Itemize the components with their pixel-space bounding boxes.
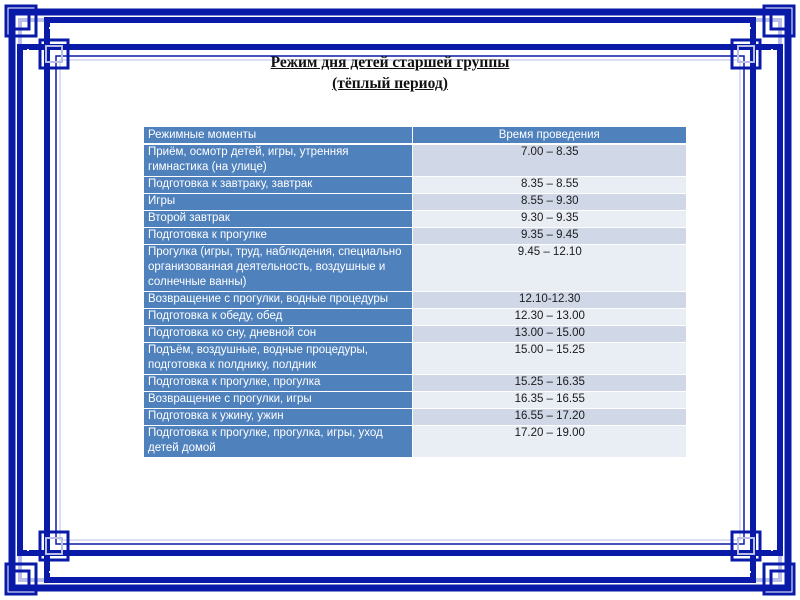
table-row (144, 177, 686, 194)
time-cell: 12.10-12.30 (412, 292, 686, 309)
time-cell: 16.55 – 17.20 (412, 409, 686, 426)
time-cell: 9.30 – 9.35 (412, 211, 686, 228)
activity-cell: Прогулка (игры, труд, наблюдения, специально организованная деятельность, воздушные и солнечные ванны) (144, 245, 412, 292)
schedule-table (144, 127, 686, 458)
table-row (144, 326, 686, 343)
time-cell: 17.20 – 19.00 (412, 426, 686, 458)
activity-cell: Подготовка ко сну, дневной сон (144, 326, 412, 343)
table-row (144, 343, 686, 375)
time-cell: 15.25 – 16.35 (412, 375, 686, 392)
activity-cell: Подготовка к ужину, ужин (144, 409, 412, 426)
header-activity: Режимные моменты (144, 127, 412, 144)
time-cell: 8.55 – 9.30 (412, 194, 686, 211)
table-row (144, 426, 686, 458)
table-body (144, 144, 686, 458)
activity-cell: Подъём, воздушные, водные процедуры, подготовка к полднику, полдник (144, 343, 412, 375)
time-cell: 13.00 – 15.00 (412, 326, 686, 343)
activity-cell: Подготовка к прогулке, прогулка, игры, уход детей домой (144, 426, 412, 458)
time-cell: 16.35 – 16.55 (412, 392, 686, 409)
activity-cell: Приём, осмотр детей, игры, утренняя гимнастика (на улице) (144, 144, 412, 177)
table-row (144, 392, 686, 409)
page-subtitle: (тёплый период) (332, 75, 448, 92)
table-row (144, 228, 686, 245)
activity-cell: Подготовка к завтраку, завтрак (144, 177, 412, 194)
time-cell: 9.35 – 9.45 (412, 228, 686, 245)
activity-cell: Подготовка к прогулке (144, 228, 412, 245)
activity-cell: Возвращение с прогулки, водные процедуры (144, 292, 412, 309)
activity-cell: Подготовка к обеду, обед (144, 309, 412, 326)
activity-cell: Возвращение с прогулки, игры (144, 392, 412, 409)
time-cell: 15.00 – 15.25 (412, 343, 686, 375)
table-row (144, 144, 686, 177)
table-row (144, 309, 686, 326)
table-row (144, 375, 686, 392)
activity-cell: Подготовка к прогулке, прогулка (144, 375, 412, 392)
time-cell: 8.35 – 8.55 (412, 177, 686, 194)
table-row (144, 194, 686, 211)
page-title: Режим дня детей старшей группы (270, 54, 510, 71)
header-time: Время проведения (412, 127, 686, 144)
table-row (144, 245, 686, 292)
time-cell: 7.00 – 8.35 (412, 144, 686, 177)
time-cell: 9.45 – 12.10 (412, 245, 686, 292)
table-row (144, 211, 686, 228)
activity-cell: Игры (144, 194, 412, 211)
table-row (144, 409, 686, 426)
activity-cell: Второй завтрак (144, 211, 412, 228)
table-row (144, 292, 686, 309)
time-cell: 12.30 – 13.00 (412, 309, 686, 326)
table-header-row (144, 127, 686, 144)
